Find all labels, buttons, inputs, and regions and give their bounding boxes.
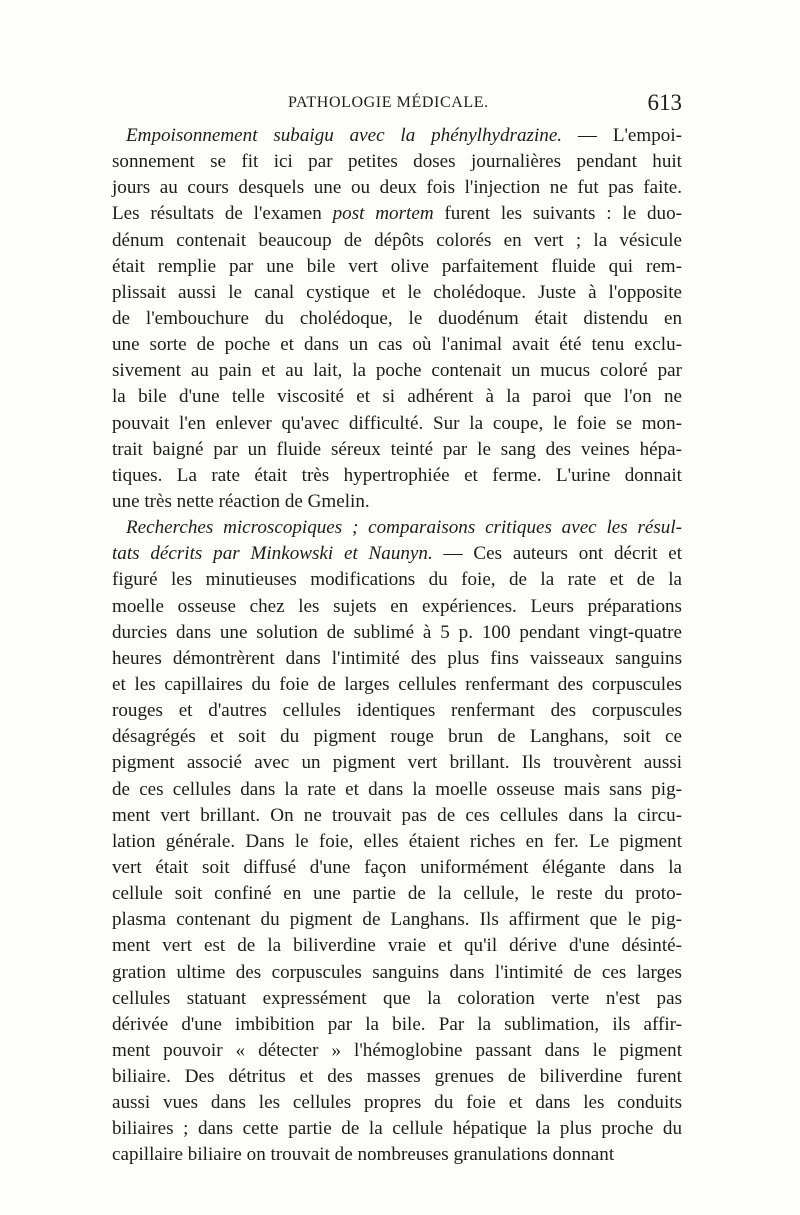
text-line: [112, 463, 682, 489]
text-segment: la bile d'une telle viscosité et si adhérent à la paroi que l'on ne: [112, 386, 682, 408]
text-line: [112, 1064, 682, 1090]
text-line: [112, 541, 682, 567]
text-segment: une très nette réaction de Gmelin.: [112, 490, 370, 512]
text-segment: rouges et d'autres cellules identiques renfermant des corpuscules: [112, 700, 682, 722]
text-line: [112, 620, 682, 646]
text-segment: vert était soit diffusé d'une façon uniformément élégante dans la: [112, 856, 682, 878]
text-segment: dénum contenait beaucoup de dépôts colorés en vert ; la vésicule: [112, 229, 682, 251]
text-segment: — Ces auteurs ont décrit et: [432, 543, 683, 565]
text-line: [112, 907, 682, 933]
text-segment: biliaires ; dans cette partie de la cellule hépatique la plus proche du: [112, 1118, 682, 1140]
text-segment: ment pouvoir « détecter » l'hémoglobine passant dans le pigment: [112, 1039, 682, 1061]
text-line: [112, 384, 682, 410]
body-text: [112, 123, 682, 1169]
text-segment: lation générale. Dans le foie, elles étaient riches en fer. Le pigment: [112, 830, 682, 852]
text-line: [112, 254, 682, 280]
text-line: [112, 829, 682, 855]
text-line: [112, 881, 682, 907]
text-line: [112, 306, 682, 332]
text-segment: sonnement se fit ici par petites doses journalières pendant huit: [112, 151, 682, 173]
paragraph: [112, 123, 682, 515]
text-segment: sivement au pain et au lait, la poche contenait un mucus coloré par: [112, 360, 682, 382]
text-segment: une sorte de poche et dans un cas où l'animal avait été tenu exclu-: [112, 334, 682, 356]
text-segment: Les résultats de l'examen: [112, 203, 333, 225]
text-line: [112, 567, 682, 593]
page-number: 613: [647, 90, 682, 115]
text-segment: et les capillaires du foie de larges cellules renfermant des corpuscules: [112, 673, 682, 695]
text-segment: biliaire. Des détritus et des masses grenues de biliverdine furent: [112, 1066, 682, 1088]
text-segment: plasma contenant du pigment de Langhans. Ils affirment que le pig-: [112, 909, 682, 931]
text-line: [112, 1116, 682, 1142]
text-line: [112, 1038, 682, 1064]
text-line: [112, 803, 682, 829]
text-line: [112, 1012, 682, 1038]
text-line: [112, 1090, 682, 1116]
text-line: [112, 594, 682, 620]
text-line: [112, 411, 682, 437]
text-line: [112, 437, 682, 463]
text-line: [112, 986, 682, 1012]
text-line: [112, 777, 682, 803]
running-head: [112, 90, 682, 118]
text-segment: tiques. La rate était très hypertrophiée et ferme. L'urine donnait: [112, 464, 682, 486]
text-line: [112, 228, 682, 254]
text-segment: de ces cellules dans la rate et dans la moelle osseuse mais sans pig-: [112, 778, 682, 800]
text-segment: était remplie par une bile vert olive parfaitement fluide qui rem-: [112, 255, 682, 277]
italic-text: Empoisonnement subaigu avec la phénylhydrazine.: [126, 125, 563, 146]
text-line: [112, 960, 682, 986]
text-line: [112, 149, 682, 175]
text-line: [112, 489, 682, 515]
text-line: [112, 1142, 682, 1168]
text-segment: pouvait l'en enlever qu'avec difficulté. Sur la coupe, le foie se mon-: [112, 412, 682, 434]
text-line: [112, 358, 682, 384]
text-line: [112, 750, 682, 776]
text-line: [112, 672, 682, 698]
text-segment: plissait aussi le canal cystique et le cholédoque. Juste à l'opposite: [112, 281, 682, 303]
text-line: [112, 724, 682, 750]
text-segment: durcies dans une solution de sublimé à 5 p. 100 pendant vingt-quatre: [112, 621, 682, 643]
text-segment: cellule soit confiné en une partie de la cellule, le reste du proto-: [112, 883, 682, 905]
text-segment: gration ultime des corpuscules sanguins dans l'intimité de ces larges: [112, 961, 682, 983]
running-title: PATHOLOGIE MÉDICALE.: [288, 94, 489, 111]
text-line: [112, 332, 682, 358]
text-segment: capillaire biliaire on trouvait de nombreuses granulations donnant: [112, 1144, 615, 1166]
text-segment: trait baigné par un fluide séreux teinté par le sang des veines hépa-: [112, 438, 682, 460]
text-line: [112, 280, 682, 306]
text-line: [112, 646, 682, 672]
italic-text: Recherches microscopiques ; comparaisons critiques avec les résul-: [126, 517, 682, 539]
text-segment: aussi vues dans les cellules propres du foie et dans les conduits: [112, 1092, 682, 1114]
text-line: [112, 515, 682, 541]
text-line: [112, 201, 682, 227]
text-segment: dérivée d'une imbibition par la bile. Par la sublimation, ils affir-: [112, 1013, 682, 1035]
text-segment: cellules statuant expressément que la coloration verte n'est pas: [112, 987, 682, 1009]
text-segment: — L'empoi-: [562, 125, 683, 146]
text-segment: de l'embouchure du cholédoque, le duodénum était distendu en: [112, 307, 682, 329]
text-segment: furent les suivants : le duo-: [433, 203, 682, 225]
text-line: [112, 855, 682, 881]
text-line: [112, 933, 682, 959]
paragraph: [112, 515, 682, 1169]
text-line: [112, 123, 682, 149]
text-segment: désagrégés et soit du pigment rouge brun de Langhans, soit ce: [112, 726, 682, 748]
italic-text: post mortem: [332, 203, 434, 225]
text-segment: ment vert est de la biliverdine vraie et qu'il dérive d'une désinté-: [112, 935, 682, 957]
text-segment: figuré les minutieuses modifications du foie, de la rate et de la: [112, 569, 682, 591]
text-segment: pigment associé avec un pigment vert brillant. Ils trouvèrent aussi: [112, 752, 682, 774]
italic-text: tats décrits par Minkowski et Naunyn.: [112, 543, 433, 565]
text-line: [112, 175, 682, 201]
text-segment: heures démontrèrent dans l'intimité des plus fins vaisseaux sanguins: [112, 647, 682, 669]
text-line: [112, 698, 682, 724]
text-segment: moelle osseuse chez les sujets en expériences. Leurs préparations: [112, 595, 682, 617]
text-segment: jours au cours desquels une ou deux fois l'injection ne fut pas faite.: [112, 177, 682, 199]
text-segment: ment vert brillant. On ne trouvait pas de ces cellules dans la circu-: [112, 804, 682, 826]
